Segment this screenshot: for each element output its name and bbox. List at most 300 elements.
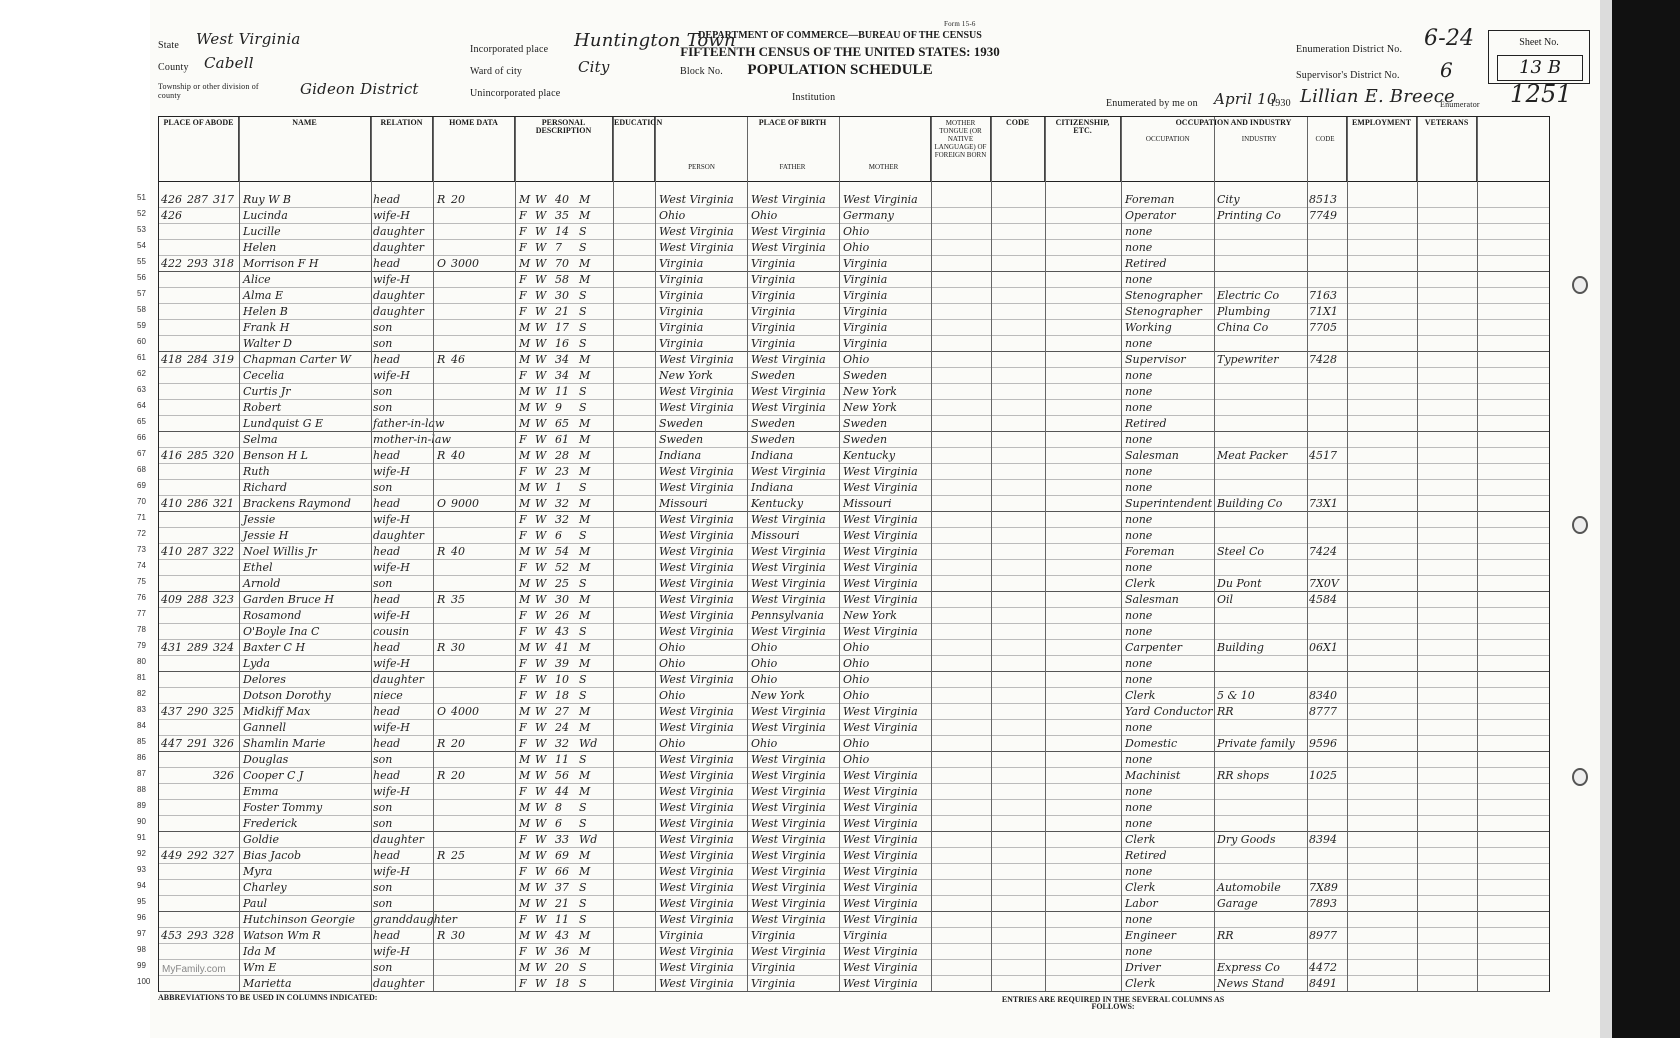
cell-birth: West Virginia <box>659 913 734 926</box>
cell-fam: 327 <box>213 849 234 862</box>
cell-mother: Virginia <box>843 929 888 942</box>
cell-birth: Ohio <box>659 209 686 222</box>
population-table <box>137 116 1550 992</box>
cell-code: 06X1 <box>1309 641 1338 654</box>
cell-sex: F <box>519 561 527 574</box>
cell-father: West Virginia <box>751 225 826 238</box>
form-number: Form 15-6 <box>944 20 976 28</box>
cell-birth: Ohio <box>659 657 686 670</box>
cell-sex: F <box>519 513 527 526</box>
table-row <box>137 847 1549 864</box>
cell-rel: daughter <box>373 673 424 686</box>
cell-race: W <box>535 561 547 574</box>
cell-mother: West Virginia <box>843 529 918 542</box>
cell-father: West Virginia <box>751 753 826 766</box>
table-row <box>137 367 1549 384</box>
cell-rel: son <box>373 753 393 766</box>
cell-occ: none <box>1125 369 1153 382</box>
cell-name: Ruy W B <box>243 193 291 206</box>
cell-sex: M <box>519 929 531 942</box>
cell-birth: Ohio <box>659 641 686 654</box>
cell-age: 32 <box>555 497 569 510</box>
footer-instructions <box>158 992 1548 1032</box>
cell-line: 100 <box>137 977 151 986</box>
cell-house: 418 <box>161 353 182 366</box>
cell-age: 32 <box>555 513 569 526</box>
cell-mother: Virginia <box>843 289 888 302</box>
cell-mother: West Virginia <box>843 945 918 958</box>
grid-line <box>1417 117 1418 991</box>
cell-occ: none <box>1125 513 1153 526</box>
table-row <box>137 767 1549 784</box>
cell-mother: Sweden <box>843 433 888 446</box>
cell-rel: daughter <box>373 225 424 238</box>
cell-line: 88 <box>137 785 146 794</box>
cell-race: W <box>535 833 547 846</box>
cell-name: Charley <box>243 881 287 894</box>
cell-age: 44 <box>555 785 569 798</box>
cell-occ: none <box>1125 753 1153 766</box>
cell-mar: S <box>579 817 587 830</box>
table-row <box>137 639 1549 656</box>
table-row <box>137 575 1549 592</box>
cell-birth: West Virginia <box>659 897 734 910</box>
table-row <box>137 511 1549 528</box>
cell-occ: Clerk <box>1125 881 1156 894</box>
cell-rel: head <box>373 257 401 270</box>
cell-father: West Virginia <box>751 801 826 814</box>
cell-occ: Machinist <box>1125 769 1181 782</box>
cell-mar: S <box>579 241 587 254</box>
cell-mother: West Virginia <box>843 881 918 894</box>
cell-age: 34 <box>555 369 569 382</box>
cell-code: 9596 <box>1309 737 1337 750</box>
supervisor-label: Supervisor's District No. <box>1296 70 1400 81</box>
cell-mother: Missouri <box>843 497 892 510</box>
cell-father: Sweden <box>751 417 796 430</box>
cell-birth: West Virginia <box>659 865 734 878</box>
table-row <box>137 415 1549 432</box>
cell-ind: Express Co <box>1217 961 1280 974</box>
cell-birth: West Virginia <box>659 721 734 734</box>
cell-name: Jessie <box>243 513 276 526</box>
cell-sex: F <box>519 433 527 446</box>
cell-father: West Virginia <box>751 385 826 398</box>
cell-name: Lucinda <box>243 209 288 222</box>
cell-race: W <box>535 881 547 894</box>
cell-val: 3000 <box>451 257 479 270</box>
cell-age: 69 <box>555 849 569 862</box>
cell-age: 26 <box>555 609 569 622</box>
cell-mother: Ohio <box>843 353 870 366</box>
ward-value: City <box>578 58 610 76</box>
cell-code: 7428 <box>1309 353 1337 366</box>
cell-name: Myra <box>243 865 273 878</box>
cell-mother: West Virginia <box>843 849 918 862</box>
cell-race: W <box>535 401 547 414</box>
cell-sex: F <box>519 977 527 990</box>
table-row <box>137 559 1549 576</box>
cell-name: Bias Jacob <box>243 849 302 862</box>
table-row <box>137 671 1549 688</box>
cell-name: Ruth <box>243 465 270 478</box>
cell-name: Marietta <box>243 977 292 990</box>
cell-rel: son <box>373 385 393 398</box>
cell-name: Cecelia <box>243 369 285 382</box>
cell-occ: Salesman <box>1125 593 1179 606</box>
cell-mar: S <box>579 977 587 990</box>
header-divider <box>159 181 1549 182</box>
cell-birth: West Virginia <box>659 513 734 526</box>
cell-occ: none <box>1125 529 1153 542</box>
cell-name: Arnold <box>243 577 281 590</box>
sheet-number-box <box>1488 30 1590 84</box>
cell-house: 449 <box>161 849 182 862</box>
cell-birth: West Virginia <box>659 801 734 814</box>
cell-line: 51 <box>137 193 146 202</box>
cell-name: Alice <box>243 273 271 286</box>
cell-father: West Virginia <box>751 401 826 414</box>
cell-sex: F <box>519 369 527 382</box>
cell-line: 85 <box>137 737 146 746</box>
cell-code: 8394 <box>1309 833 1337 846</box>
cell-name: Helen B <box>243 305 288 318</box>
cell-rel: son <box>373 881 393 894</box>
cell-line: 53 <box>137 225 146 234</box>
cell-birth: West Virginia <box>659 881 734 894</box>
institution-label: Institution <box>792 92 836 103</box>
cell-line: 90 <box>137 817 146 826</box>
cell-occ: Driver <box>1125 961 1161 974</box>
cell-occ: none <box>1125 801 1153 814</box>
cell-name: Lundquist G E <box>243 417 324 430</box>
enum-district-label: Enumeration District No. <box>1296 44 1403 55</box>
cell-father: Virginia <box>751 977 796 990</box>
cell-age: 7 <box>555 241 562 254</box>
cell-age: 36 <box>555 945 569 958</box>
cell-house: 426 <box>161 193 182 206</box>
cell-rel: wife-H <box>373 273 410 286</box>
cell-name: Benson H L <box>243 449 308 462</box>
cell-father: West Virginia <box>751 593 826 606</box>
cell-sex: F <box>519 625 527 638</box>
cell-rel: wife-H <box>373 369 410 382</box>
cell-age: 40 <box>555 193 569 206</box>
cell-ind: Printing Co <box>1217 209 1281 222</box>
grid-line <box>747 117 748 991</box>
cell-race: W <box>535 417 547 430</box>
cell-val: 20 <box>451 769 465 782</box>
cell-fam: 326 <box>213 769 234 782</box>
enumerator-name: Lillian E. Breece <box>1300 86 1455 107</box>
table-row <box>137 879 1549 896</box>
cell-sex: F <box>519 305 527 318</box>
cell-mother: West Virginia <box>843 481 918 494</box>
cell-line: 65 <box>137 417 146 426</box>
cell-occ: Retired <box>1125 417 1167 430</box>
cell-father: West Virginia <box>751 833 826 846</box>
col-extra <box>1477 117 1549 181</box>
cell-mar: S <box>579 225 587 238</box>
table-row <box>137 255 1549 272</box>
cell-rel: daughter <box>373 833 424 846</box>
ward-label: Ward of city <box>470 66 523 77</box>
cell-race: W <box>535 945 547 958</box>
cell-race: W <box>535 753 547 766</box>
cell-birth: West Virginia <box>659 545 734 558</box>
cell-code: 8340 <box>1309 689 1337 702</box>
cell-name: Brackens Raymond <box>243 497 351 510</box>
cell-age: 20 <box>555 961 569 974</box>
cell-occ: Superintendent <box>1125 497 1213 510</box>
grid-line <box>1477 117 1478 991</box>
cell-race: W <box>535 865 547 878</box>
cell-line: 99 <box>137 961 146 970</box>
cell-birth: West Virginia <box>659 481 734 494</box>
cell-mar: S <box>579 801 587 814</box>
cell-age: 9 <box>555 401 562 414</box>
cell-mar: M <box>579 929 591 942</box>
county-label: County <box>158 62 189 73</box>
table-row <box>137 591 1549 608</box>
cell-father: West Virginia <box>751 769 826 782</box>
cell-val: 40 <box>451 449 465 462</box>
col-employment: EMPLOYMENT <box>1347 117 1417 181</box>
cell-father: Ohio <box>751 209 778 222</box>
cell-age: 11 <box>555 385 569 398</box>
cell-age: 18 <box>555 977 569 990</box>
cell-mother: Virginia <box>843 321 888 334</box>
cell-sex: M <box>519 417 531 430</box>
grid-line <box>991 117 992 991</box>
cell-sex: F <box>519 609 527 622</box>
cell-birth: West Virginia <box>659 849 734 862</box>
cell-rel: son <box>373 321 393 334</box>
cell-father: West Virginia <box>751 465 826 478</box>
cell-occ: none <box>1125 225 1153 238</box>
cell-line: 72 <box>137 529 146 538</box>
county-value: Cabell <box>204 54 254 72</box>
cell-val: 20 <box>451 193 465 206</box>
cell-code: 8491 <box>1309 977 1337 990</box>
cell-mar: M <box>579 273 591 286</box>
cell-father: Sweden <box>751 369 796 382</box>
cell-birth: West Virginia <box>659 833 734 846</box>
cell-birth: West Virginia <box>659 945 734 958</box>
cell-father: Virginia <box>751 273 796 286</box>
cell-ind: RR <box>1217 929 1234 942</box>
cell-mother: West Virginia <box>843 865 918 878</box>
table-row <box>137 543 1549 560</box>
cell-birth: West Virginia <box>659 753 734 766</box>
cell-val: 20 <box>451 737 465 750</box>
cell-line: 78 <box>137 625 146 634</box>
cell-rel: wife-H <box>373 865 410 878</box>
cell-line: 89 <box>137 801 146 810</box>
cell-race: W <box>535 273 547 286</box>
cell-birth: West Virginia <box>659 241 734 254</box>
cell-birth: West Virginia <box>659 625 734 638</box>
cell-line: 95 <box>137 897 146 906</box>
cell-mother: Sweden <box>843 417 888 430</box>
cell-mother: West Virginia <box>843 721 918 734</box>
cell-mother: West Virginia <box>843 961 918 974</box>
cell-rel: wife-H <box>373 209 410 222</box>
cell-father: West Virginia <box>751 241 826 254</box>
cell-race: W <box>535 769 547 782</box>
cell-rel: head <box>373 705 401 718</box>
sheet-label: Sheet No. <box>1519 37 1559 48</box>
cell-occ: none <box>1125 609 1153 622</box>
cell-mar: M <box>579 657 591 670</box>
cell-mother: West Virginia <box>843 913 918 926</box>
cell-code: 71X1 <box>1309 305 1338 318</box>
cell-mother: Virginia <box>843 273 888 286</box>
cell-rel: daughter <box>373 529 424 542</box>
cell-fam: 322 <box>213 545 234 558</box>
cell-occ: none <box>1125 433 1153 446</box>
cell-age: 11 <box>555 753 569 766</box>
table-row <box>137 943 1549 960</box>
cell-age: 70 <box>555 257 569 270</box>
cell-race: W <box>535 849 547 862</box>
cell-line: 69 <box>137 481 146 490</box>
cell-occ: none <box>1125 465 1153 478</box>
cell-race: W <box>535 497 547 510</box>
cell-name: Foster Tommy <box>243 801 323 814</box>
cell-code: 8513 <box>1309 193 1337 206</box>
cell-occ: Engineer <box>1125 929 1177 942</box>
cell-father: Indiana <box>751 481 794 494</box>
cell-mother: Ohio <box>843 241 870 254</box>
cell-mar: S <box>579 753 587 766</box>
cell-line: 63 <box>137 385 146 394</box>
cell-birth: West Virginia <box>659 385 734 398</box>
cell-name: Delores <box>243 673 286 686</box>
cell-rel: head <box>373 545 401 558</box>
cell-sex: M <box>519 545 531 558</box>
cell-mother: West Virginia <box>843 561 918 574</box>
cell-sex: M <box>519 193 531 206</box>
cell-sex: M <box>519 705 531 718</box>
cell-age: 34 <box>555 353 569 366</box>
table-row <box>137 431 1549 448</box>
cell-house: 437 <box>161 705 182 718</box>
cell-age: 6 <box>555 817 562 830</box>
cell-sex: M <box>519 801 531 814</box>
cell-birth: West Virginia <box>659 817 734 830</box>
cell-birth: West Virginia <box>659 785 734 798</box>
cell-val: 46 <box>451 353 465 366</box>
cell-birth: Sweden <box>659 417 704 430</box>
cell-father: West Virginia <box>751 913 826 926</box>
cell-birth: West Virginia <box>659 401 734 414</box>
table-row <box>137 623 1549 640</box>
cell-line: 80 <box>137 657 146 666</box>
cell-sex: F <box>519 689 527 702</box>
cell-dw: 292 <box>187 849 208 862</box>
cell-name: Selma <box>243 433 278 446</box>
cell-mother: Virginia <box>843 257 888 270</box>
cell-name: Alma E <box>243 289 283 302</box>
grid-line <box>839 117 840 991</box>
cell-age: 56 <box>555 769 569 782</box>
cell-rel: wife-H <box>373 657 410 670</box>
cell-line: 70 <box>137 497 146 506</box>
cell-name: Chapman Carter W <box>243 353 351 366</box>
cell-dw: 288 <box>187 593 208 606</box>
cell-rel: wife-H <box>373 513 410 526</box>
grid-line <box>1214 117 1215 991</box>
department-label: DEPARTMENT OF COMMERCE—BUREAU OF THE CENSUS <box>698 30 982 41</box>
cell-age: 1 <box>555 481 562 494</box>
cell-rel: head <box>373 353 401 366</box>
cell-name: Richard <box>243 481 287 494</box>
table-row <box>137 735 1549 752</box>
cell-occ: Carpenter <box>1125 641 1183 654</box>
cell-line: 66 <box>137 433 146 442</box>
table-row <box>137 751 1549 768</box>
cell-mother: Ohio <box>843 737 870 750</box>
cell-mother: New York <box>843 385 897 398</box>
cell-name: Midkiff Max <box>243 705 311 718</box>
cell-race: W <box>535 369 547 382</box>
cell-age: 6 <box>555 529 562 542</box>
cell-line: 68 <box>137 465 146 474</box>
page-margin-left <box>0 0 150 1038</box>
cell-occ: Yard Conductor <box>1125 705 1213 718</box>
cell-mother: New York <box>843 401 897 414</box>
cell-race: W <box>535 529 547 542</box>
table-row <box>137 351 1549 368</box>
cell-occ: Operator <box>1125 209 1176 222</box>
cell-rel: daughter <box>373 977 424 990</box>
cell-occ: Retired <box>1125 257 1167 270</box>
cell-sex: F <box>519 529 527 542</box>
cell-sex: M <box>519 449 531 462</box>
cell-sex: F <box>519 657 527 670</box>
cell-name: Dotson Dorothy <box>243 689 331 702</box>
cell-sex: F <box>519 241 527 254</box>
cell-race: W <box>535 481 547 494</box>
cell-sex: F <box>519 913 527 926</box>
table-row <box>137 863 1549 880</box>
cell-mother: Germany <box>843 209 894 222</box>
cell-father: West Virginia <box>751 849 826 862</box>
col-code: CODE <box>991 117 1045 181</box>
table-row <box>137 383 1549 400</box>
cell-sex: M <box>519 401 531 414</box>
col-relation: RELATION <box>371 117 433 181</box>
cell-sex: F <box>519 209 527 222</box>
cell-sex: F <box>519 721 527 734</box>
cell-father: Virginia <box>751 961 796 974</box>
cell-birth: West Virginia <box>659 577 734 590</box>
cell-occ: none <box>1125 673 1153 686</box>
cell-line: 61 <box>137 353 146 362</box>
cell-sex: M <box>519 337 531 350</box>
cell-age: 43 <box>555 625 569 638</box>
cell-father: West Virginia <box>751 945 826 958</box>
cell-mar: M <box>579 945 591 958</box>
cell-fam: 323 <box>213 593 234 606</box>
table-row <box>137 799 1549 816</box>
cell-dw: 287 <box>187 193 208 206</box>
cell-race: W <box>535 289 547 302</box>
cell-sex: M <box>519 481 531 494</box>
cell-father: West Virginia <box>751 545 826 558</box>
cell-line: 56 <box>137 273 146 282</box>
